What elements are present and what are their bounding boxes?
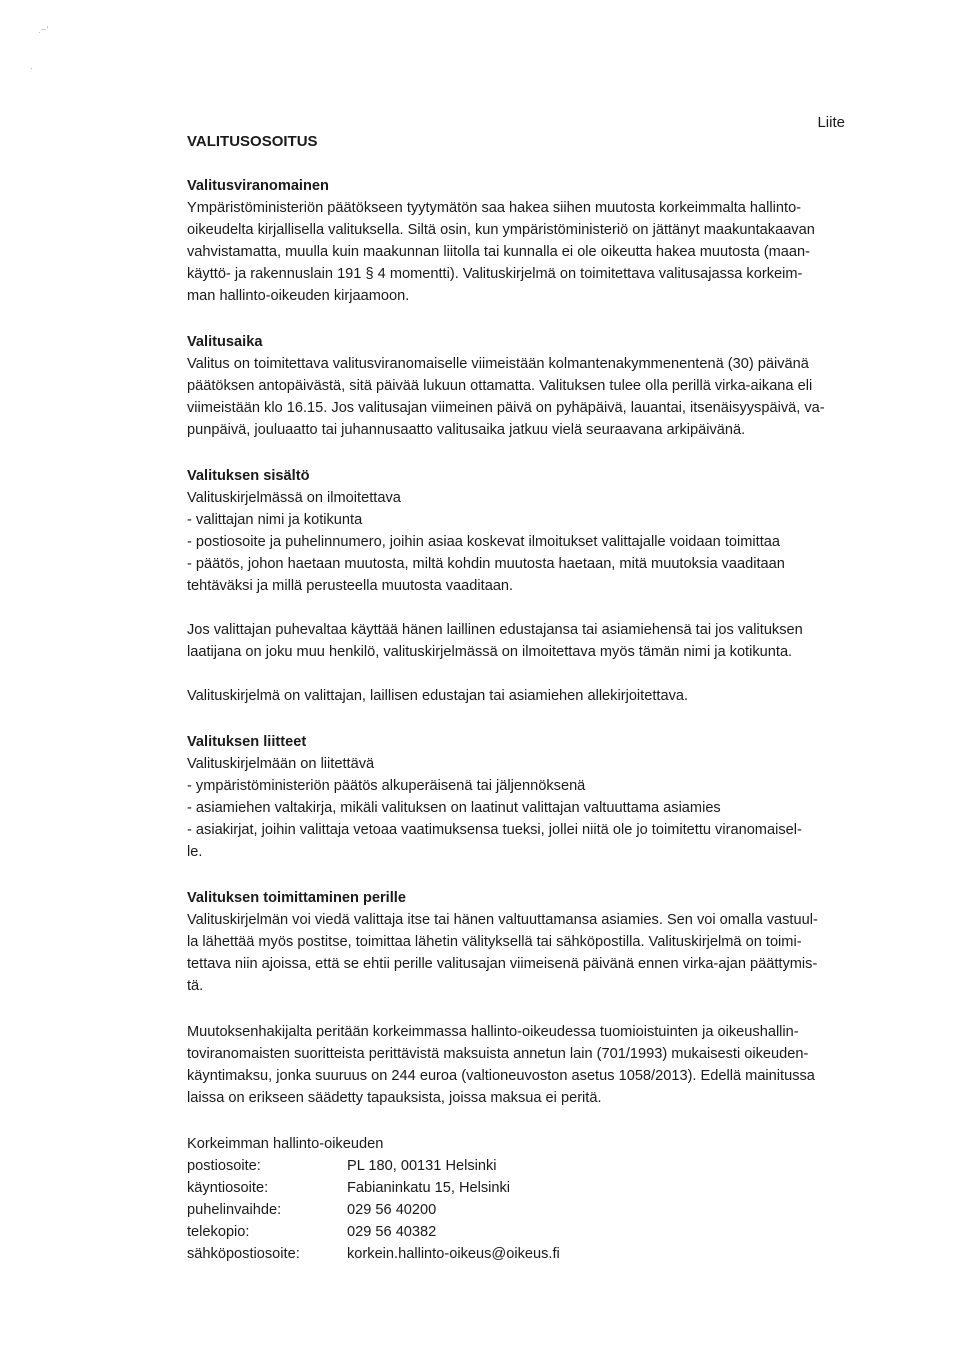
list-item: - postiosoite ja puhelinnumero, joihin asiaa koskevat ilmoitukset valittajalle voidaan toimittaa xyxy=(187,534,780,550)
contact-row-postiosoite xyxy=(187,1155,895,1177)
list-item: - päätös, johon haetaan muutosta, miltä kohdin muutosta haetaan, mitä muutoksia vaaditaan xyxy=(187,556,785,572)
text-line: käyntimaksu, jonka suuruus on 244 euroa (valtioneuvoston asetus 1058/2013). Edellä mainitussa xyxy=(187,1068,815,1084)
text-line: käyttö- ja rakennuslain 191 § 4 momentti). Valituskirjelmä on toimitettava valitusajassa korkeim- xyxy=(187,266,803,282)
text-line: tehtäväksi ja millä perusteella muutosta vaaditaan. xyxy=(187,578,514,594)
text-line: punpäivä, jouluaatto tai juhannusaatto valitusaika jatkuu vielä seuraavana arkipäivänä. xyxy=(187,422,746,438)
text-line: Ympäristöministeriön päätökseen tyytymätön saa hakea siihen muutosta korkeimmalta hallinto- xyxy=(187,200,802,216)
attachment-label: Liite xyxy=(817,114,845,131)
section-heading: Valitusviranomainen xyxy=(187,178,329,194)
list-item: - asiamiehen valtakirja, mikäli valituksen on laatinut valittajan valtuuttama asiamies xyxy=(187,800,721,816)
text-line: Jos valittajan puhevaltaa käyttää hänen laillinen edustajansa tai asiamiehensä tai jos valituksen xyxy=(187,622,803,638)
text-line: oikeudelta kirjallisella valituksella. Siltä osin, kun ympäristöministeriö on jättänyt maakuntakaavan xyxy=(187,222,815,238)
document-title: VALITUSOSOITUS xyxy=(187,133,318,150)
text-line: vahvistamatta, muulla kuin maakunnan liitolla tai kunnalla ei ole oikeutta hakea muutosta (maan- xyxy=(187,244,811,260)
contact-value: 029 56 40200 xyxy=(347,1202,437,1218)
text-line: Valituskirjelmään on liitettävä xyxy=(187,756,375,772)
text-line: Valituskirjelmän voi viedä valittaja itse tai hänen valtuuttamansa asiamies. Sen voi omalla vastuul- xyxy=(187,912,818,928)
text-line: viimeistään klo 16.15. Jos valitusajan viimeinen päivä on pyhäpäivä, lauantai, itsenäisyyspäivä, va- xyxy=(187,400,825,416)
paragraph xyxy=(187,619,895,663)
text-line: Valituskirjelmässä on ilmoitettava xyxy=(187,490,401,506)
contact-value: Fabianinkatu 15, Helsinki xyxy=(347,1180,511,1196)
text-line: päätöksen antopäivästä, sitä päivää lukuun ottamatta. Valituksen tulee olla perillä virka-aikana eli xyxy=(187,378,813,394)
text-line: Valitus on toimitettava valitusviranomaiselle viimeistään kolmantenakymmenentenä (30) päivänä xyxy=(187,356,809,372)
text-line: man hallinto-oikeuden kirjaamoon. xyxy=(187,288,410,304)
section-toimittaminen-perille xyxy=(187,887,895,997)
contact-block xyxy=(187,1133,895,1265)
section-heading: Valitusaika xyxy=(187,334,263,350)
contact-label: puhelinvaihde: xyxy=(187,1202,282,1218)
section-valituksen-sisalto xyxy=(187,465,895,707)
document-body xyxy=(187,175,895,1265)
text-line: Muutoksenhakijalta peritään korkeimmassa hallinto-oikeudessa tuomioistuinten ja oikeushallin- xyxy=(187,1024,799,1040)
contact-row-sahkoposti xyxy=(187,1243,895,1265)
text-line: tettava niin ajoissa, että se ehtii perille valitusajan viimeisenä päivänä ennen virka-ajan päättymis- xyxy=(187,956,818,972)
contact-value: 029 56 40382 xyxy=(347,1224,437,1240)
text-line: Valituskirjelmä on valittajan, laillisen edustajan tai asiamiehen allekirjoitettava. xyxy=(187,688,689,704)
section-kasittelymaksu xyxy=(187,1021,895,1109)
contact-row-kayntiosoite xyxy=(187,1177,895,1199)
paragraph xyxy=(187,487,895,597)
list-item: - asiakirjat, joihin valittaja vetoaa vaatimuksensa tueksi, jollei niitä ole jo toimitettu viranomaisel- xyxy=(187,822,802,838)
contact-row-puhelinvaihde xyxy=(187,1199,895,1221)
section-heading: Valituksen sisältö xyxy=(187,468,310,484)
list-item: - valittajan nimi ja kotikunta xyxy=(187,512,363,528)
list-item: - ympäristöministeriön päätös alkuperäisenä tai jäljennöksenä xyxy=(187,778,586,794)
text-line: toviranomaisten suoritteista perittävistä maksuista annetun lain (701/1993) mukaisesti oikeuden- xyxy=(187,1046,809,1062)
text-line: laissa on erikseen säädetty tapauksista, joissa maksua ei peritä. xyxy=(187,1090,602,1106)
contact-org: Korkeimman hallinto-oikeuden xyxy=(187,1136,384,1152)
contact-label: postiosoite: xyxy=(187,1158,261,1174)
scan-speck: . xyxy=(30,61,33,72)
contact-label: telekopio: xyxy=(187,1224,250,1240)
section-valitusaika xyxy=(187,331,895,441)
section-valituksen-liitteet xyxy=(187,731,895,863)
section-heading: Valituksen liitteet xyxy=(187,734,307,750)
text-line: tä. xyxy=(187,978,204,994)
contact-label: käyntiosoite: xyxy=(187,1180,269,1196)
contact-row-telekopio xyxy=(187,1221,895,1243)
contact-value: korkein.hallinto-oikeus@oikeus.fi xyxy=(347,1246,560,1262)
text-line: laatijana on joku muu henkilö, valituskirjelmässä on ilmoitettava myös tämän nimi ja kotikunta. xyxy=(187,644,793,660)
contact-label: sähköpostiosoite: xyxy=(187,1246,300,1262)
paragraph xyxy=(187,685,895,707)
text-line: la lähettää myös postitse, toimittaa lähetin välityksellä tai sähköpostilla. Valituskirjelmä on toimi- xyxy=(187,934,802,950)
text-line: le. xyxy=(187,844,203,860)
scan-speck: .~' xyxy=(38,25,49,36)
section-heading: Valituksen toimittaminen perille xyxy=(187,890,406,906)
contact-value: PL 180, 00131 Helsinki xyxy=(347,1158,497,1174)
section-valitusviranomainen xyxy=(187,175,895,307)
